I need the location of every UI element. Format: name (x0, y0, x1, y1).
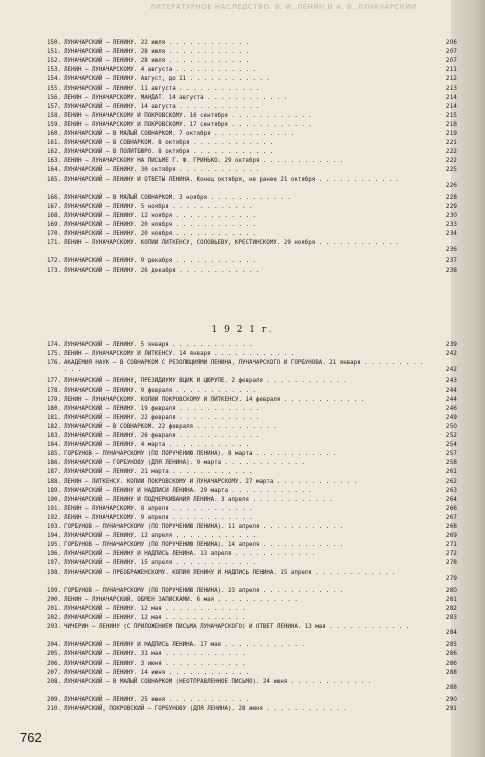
entry-number: 204. (47, 642, 61, 649)
entry-page: 243 (445, 378, 457, 385)
entry-title: ЛУНАЧАРСКИЙ — ЛЕНИНУ. 22 февраля . . . . . . . . . . . . (64, 414, 260, 421)
entry-page: 263 (445, 487, 457, 494)
entry-number: 182. (47, 423, 61, 430)
entry-title: ЛУНАЧАРСКИЙ — ЛЕНИНУ. 11 августа . . . . . . . . . . . . (64, 85, 260, 92)
entry-page: 290 (445, 696, 457, 703)
entry-title: ГОРБУНОВ — ЛУНАЧАРСКОМУ (ПО ПОРУЧЕНИЮ ЛЕНИНА). 23 апреля . . . . . . . . . . . . (64, 587, 344, 594)
entry-number: 197. (47, 560, 61, 567)
entry-number: 210. (47, 706, 61, 712)
entry-title: ЛЕНИН — ЛУНАЧАРСКОМУ. 4 августа . . . . . . . . . . . . (64, 67, 256, 74)
entry-title: ЛУНАЧАРСКИЙ — ЛЕНИНУ. 4 марта . . . . . . . . . . . . (64, 442, 249, 449)
entry-title: ЛУНАЧАРСКИЙ — ЛЕНИНУ. 30 октября . . . . . . . . . . . . (64, 167, 260, 174)
entry-title: ЛУНАЧАРСКИЙ — ЛЕНИНУ. 9 декабря . . . . . . . . . . . . (64, 258, 256, 265)
entry-number: 183. (47, 433, 61, 439)
entry-title: ЛУНАЧАРСКИЙ — ЛЕНИНУ И НАДПИСИ ЛЕНИНА. 29 марта . . . . . . . . . . . . (64, 487, 312, 494)
entry-number: 169. (47, 222, 61, 228)
entry-title: ЧИЧЕРИН — ЛЕНИНУ (С ПРИЛОЖЕНИЕМ ПИСЬМА ЛУНАЧАРСКОГО) И ОТВЕТ ЛЕНИНА. 13 мая . . . . . . . . . . . . (64, 624, 410, 631)
entry-number: 177. (47, 378, 61, 385)
entry-title: ЛУНАЧАРСКИЙ — ЛЕНИНУ. 19 февраля . . . . . . . . . . . . (64, 405, 260, 412)
entry-page: 286 (445, 651, 457, 658)
entry-title: ЛУНАЧАРСКИЙ — ЛЕНИНУ, ПРЕЗИДИУМУ ВЦИК И ЦЮРУПЕ. 2 февраля . . . . . . . . . . . . (64, 378, 347, 385)
entry-title: ЛУНАЧАРСКИЙ — ЛЕНИНУ. 26 декабря . . . . . . . . . . . . (64, 267, 260, 274)
entry-number: 203. (47, 624, 61, 631)
entry-page: 285 (445, 642, 457, 649)
entry-number: 168. (47, 212, 61, 219)
entry-page: 242 (445, 366, 457, 373)
entry-page: 262 (445, 478, 457, 485)
entry-number: 199. (47, 587, 61, 594)
entry-title: ЛУНАЧАРСКИЙ — В СОВНАРКОМ. 22 февраля . . . . . . . . . . . . (64, 423, 277, 430)
entry-title: ЛУНАЧАРСКИЙ — ЛЕНИНУ И НАДПИСЬ ЛЕНИНА. 13 апреля . . . . . . . . . . . . (64, 551, 316, 558)
entry-title: ЛЕНИН — ЛУНАЧАРСКОМУ. КОПИИ ПОКРОВСКОМУ И ЛИТКЕНСУ. 14 февраля . . . . . . . . . . . . (64, 396, 365, 403)
entry-page: 280 (445, 587, 457, 594)
entry-page: 282 (445, 605, 457, 612)
entry-page: 249 (445, 414, 457, 421)
entry-title: ЛУНАЧАРСКИЙ — ЛЕНИНУ. 12 ноября . . . . . . . . . . . . (64, 212, 256, 219)
entry-page: 281 (445, 596, 457, 603)
entry-page: 278 (445, 560, 457, 567)
entry-number: 194. (47, 533, 61, 540)
entry-title: ЛЕНИН — ЛУНАЧАРСКОМУ. МАНДАТ. 14 августа . . . . . . . . . . . . (64, 94, 288, 101)
entry-number: 174. (47, 342, 61, 348)
page-number: 762 (20, 730, 42, 745)
entry-number: 185. (47, 451, 61, 458)
entry-page: 264 (445, 496, 457, 503)
entry-number: 170. (47, 231, 61, 238)
entry-number: 193. (47, 524, 61, 530)
entry-page: 242 (445, 351, 457, 358)
entry-page: 291 (445, 706, 457, 712)
entry-title: ГОРБУНОВ — ЛУНАЧАРСКОМУ (ПО ПОРУЧЕНИЮ ЛЕНИНА). 14 апреля . . . . . . . . . . . . (64, 542, 344, 549)
entry-number: 189. (47, 487, 61, 494)
entry-page: 266 (445, 505, 457, 512)
entry-page: 267 (445, 514, 457, 521)
entry-title: ЛУНАЧАРСКИЙ — ЛЕНИНУ И ПОДЧЕРКИВАНИЯ ЛЕНИНА. 3 апреля . . . . . . . . . . . . (64, 496, 333, 503)
entry-number: 173. (47, 267, 61, 274)
entry-number: 155. (47, 85, 61, 92)
entry-number: 156. (47, 94, 61, 101)
entry-page: 233 (445, 222, 457, 228)
entry-title: АКАДЕМИЯ НАУК — В СОВНАРКОМ С РЕЗОЛЮЦИЯМИ ЛЕНИНА, ЛУНАЧАРСКОГО И ГОРБУНОВА. 21 января . . . . . . . . . . . . (64, 360, 424, 373)
entry-title: ЛУНАЧАРСКИЙ — ЛЕНИНУ. 31 мая . . . . . . . . . . . . (64, 651, 246, 658)
entry-title: ЛУНАЧАРСКИЙ — ЛЕНИНУ. 5 ноября . . . . . . . . . . . . (64, 203, 253, 210)
entry-title: ЛЕНИН — ЛУНАЧАРСКОМУ. КОПИИ ЛИТКЕНСУ, СОЛОВЬЕВУ, КРЕСТИНСКОМУ. 29 ноября . . . . . . . . . . . . (64, 240, 400, 247)
entry-number: 159. (47, 121, 61, 128)
entry-page: 234 (445, 231, 457, 238)
entry-title: ЛУНАЧАРСКИЙ — ЛЕНИНУ. 21 марта . . . . . . . . . . . . (64, 469, 253, 476)
entry-page: 279 (445, 575, 457, 582)
entry-page: 254 (445, 442, 457, 449)
entry-page: 212 (445, 76, 457, 83)
entry-title: ЛУНАЧАРСКИЙ — ЛЕНИНУ И ОТВЕТЫ ЛЕНИНА. Конец октября, не ранее 21 октября . . . . . . . . . . . . (64, 176, 400, 183)
entry-title: ЛУНАЧАРСКИЙ — ЛЕНИНУ. 26 февраля . . . . . . . . . . . . (64, 433, 260, 439)
entry-number: 188. (47, 478, 61, 485)
entry-number: 167. (47, 203, 61, 210)
entry-title: ЛУНАЧАРСКИЙ — ЛЕНИНУ. 15 апреля . . . . . . . . . . . . (64, 560, 256, 567)
entry-page: 271 (445, 542, 457, 549)
entry-page: 207 (445, 58, 457, 65)
entry-number: 172. (47, 258, 61, 265)
entry-title: ЛУНАЧАРСКИЙ — ПРЕОБРАЖЕНСКОМУ. КОПИЯ ЛЕНИНУ И НАДПИСЬ ЛЕНИНА. 15 апреля . . . . . . . . . . . . (64, 569, 396, 576)
entry-page: 283 (445, 615, 457, 621)
entry-page: 272 (445, 551, 457, 558)
entry-page: 257 (445, 451, 457, 458)
entry-title: ЛУНАЧАРСКИЙ — ЛЕНИНУ. 20 ноября . . . . . . . . . . . . (64, 231, 256, 238)
entry-page: 268 (445, 524, 457, 530)
entry-number: 200. (47, 596, 61, 603)
entry-number: 175. (47, 351, 61, 358)
entry-page: 236 (445, 246, 457, 253)
entry-page: 214 (445, 103, 457, 110)
entry-number: 161. (47, 140, 61, 147)
entry-page: 219 (445, 131, 457, 137)
entry-page: 288 (445, 685, 457, 692)
entry-title: ЛЕНИН — ЛУНАЧАРСКОМУ НА ПИСЬМЕ Г. Ф. ГРИНЬКО. 29 октября . . . . . . . . . . . . (64, 158, 344, 165)
entry-number: 165. (47, 176, 61, 183)
entry-page: 215 (445, 112, 457, 119)
entry-title: ЛУНАЧАРСКИЙ — ЛЕНИНУ И НАДПИСЬ ЛЕНИНА. 17 мая . . . . . . . . . . . . (64, 642, 305, 649)
entry-page: 237 (445, 258, 457, 265)
entry-number: 178. (47, 387, 61, 394)
entry-title: ЛУНАЧАРСКИЙ — ЛЕНИНУ. 3 июня . . . . . . . . . . . . (64, 660, 246, 667)
entry-number: 150. (47, 40, 61, 46)
entry-number: 187. (47, 469, 61, 476)
entry-number: 202. (47, 615, 61, 621)
entry-number: 192. (47, 514, 61, 521)
year-heading: 1 9 2 1 г. (211, 325, 274, 335)
entry-title: ЛУНАЧАРСКИЙ — ЛЕНИНУ. 20 ноября . . . . . . . . . . . . (64, 222, 256, 228)
entry-title: ЛУНАЧАРСКИЙ — В МАЛЫЙ СОВНАРКОМ (НЕОТПРАВЛЕННОЕ ПИСЬМО). 24 июня . . . . . . . . . . . . (64, 678, 372, 685)
entry-number: 205. (47, 651, 61, 658)
entry-page: 286 (445, 660, 457, 667)
entry-number: 191. (47, 505, 61, 512)
entry-number: 158. (47, 112, 61, 119)
entry-page: 228 (445, 194, 457, 201)
entry-page: 239 (445, 342, 457, 348)
entry-page: 288 (445, 669, 457, 676)
entry-page: 250 (445, 423, 457, 430)
entry-number: 176. (47, 360, 61, 367)
entry-title: ЛУНАЧАРСКИЙ — ЛЕНИНУ. 25 июня . . . . . . . . . . . . (64, 696, 249, 703)
entry-number: 160. (47, 131, 61, 137)
entry-title: ЛЕНИН — ЛУНАЧАРСКОМУ И ЛИТКЕНСУ. 14 января . . . . . . . . . . . . (64, 351, 295, 358)
entry-page: 225 (445, 167, 457, 174)
entry-page: 213 (445, 85, 457, 92)
entry-title: ЛУНАЧАРСКИЙ — В СОВНАРКОМ. 8 октября . . . . . . . . . . . . (64, 140, 274, 147)
entry-number: 186. (47, 460, 61, 467)
entry-title: ЛУНАЧАРСКИЙ — ЛЕНИНУ. 14 августа . . . . . . . . . . . . (64, 103, 260, 110)
entry-number: 206. (47, 660, 61, 667)
entry-title: ЛУНАЧАРСКИЙ — ГОРБУНОВУ (ДЛЯ ЛЕНИНА). 9 марта . . . . . . . . . . . . (64, 460, 305, 467)
entry-title: ЛУНАЧАРСКИЙ — ЛЕНИНУ. 28 июля . . . . . . . . . . . . (64, 49, 249, 56)
entry-title: ГОРБУНОВ — ЛУНАЧАРСКОМУ (ПО ПОРУЧЕНИЮ ЛЕНИНА). 11 апреля . . . . . . . . . . . . (64, 524, 344, 530)
entry-number: 190. (47, 496, 61, 503)
entry-number: 207. (47, 669, 61, 676)
entry-title: ЛУНАЧАРСКИЙ — В ПОЛИТБЮРО. 8 октября . . . . . . . . . . . . (64, 149, 274, 156)
entry-title: ЛЕНИН — ЛУНАЧАРСКИЙ. ОБМЕН ЗАПИСКАМИ. 6 мая . . . . . . . . . . . . (64, 596, 298, 603)
entry-page: 258 (445, 460, 457, 467)
entry-page: 284 (445, 630, 457, 637)
entry-number: 164. (47, 167, 61, 174)
entry-number: 184. (47, 442, 61, 449)
entry-title: ЛУНАЧАРСКИЙ — ЛЕНИНУ. 12 апреля . . . . . . . . . . . . (64, 533, 256, 540)
entry-page: 246 (445, 405, 457, 412)
entry-page: 238 (445, 267, 457, 274)
entry-number: 195. (47, 542, 61, 549)
entry-number: 153. (47, 67, 61, 74)
entry-title: ЛЕНИН — ЛИТКЕНСУ. КОПИИ ПОКРОВСКОМУ И ЛУНАЧАРСКОМУ. 27 марта . . . . . . . . . . . . (64, 478, 358, 485)
entry-page: 261 (445, 469, 457, 476)
entry-page: 252 (445, 433, 457, 439)
entry-number: 179. (47, 396, 61, 403)
entry-title: ЛЕНИН — ЛУНАЧАРСКОМУ И ПОКРОВСКОМУ. 17 сентября . . . . . . . . . . . . (64, 121, 312, 128)
entry-title: ЛУНАЧАРСКИЙ, ПОКРОВСКИЙ — ГОРБУНОВУ (ДЛЯ ЛЕНИНА). 28 июня . . . . . . . . . . . . (64, 706, 347, 712)
entry-title: ЛУНАЧАРСКИЙ — ЛЕНИНУ. 14 июня . . . . . . . . . . . . (64, 669, 249, 676)
entry-number: 196. (47, 551, 61, 558)
entry-page: 222 (445, 158, 457, 165)
entry-page: 229 (445, 203, 457, 210)
entry-title: ЛУНАЧАРСКИЙ — ЛЕНИНУ. 12 мая . . . . . . . . . . . . (64, 615, 246, 621)
entry-number: 151. (47, 49, 61, 56)
entry-page: 218 (445, 121, 457, 128)
entry-page: 221 (445, 140, 457, 147)
entry-number: 157. (47, 103, 61, 110)
entry-page: 211 (445, 67, 457, 74)
entry-title: ЛУНАЧАРСКИЙ — ЛЕНИНУ. 9 февраля . . . . . . . . . . . . (64, 387, 256, 394)
entry-number: 152. (47, 58, 61, 65)
entry-title: ЛУНАЧАРСКИЙ — В МАЛЫЙ СОВНАРКОМ. 3 ноября . . . . . . . . . . . . (64, 194, 291, 201)
entry-number: 163. (47, 158, 61, 165)
entry-number: 209. (47, 696, 61, 703)
entry-number: 180. (47, 405, 61, 412)
entry-title: ГОРБУНОВ — ЛУНАЧАРСКОМУ (ПО ПОРУЧЕНИЮ ЛЕНИНА). 8 марта . . . . . . . . . . . . (64, 451, 337, 458)
entry-page: 269 (445, 533, 457, 540)
entry-title: ЛУНАЧАРСКИЙ — В МАЛЫЙ СОВНАРКОМ. 7 октября . . . . . . . . . . . . (64, 131, 295, 137)
entry-page: 244 (445, 396, 457, 403)
entry-page: 207 (445, 49, 457, 56)
entry-title: ЛЕНИН — ЛУНАЧАРСКОМУ. 9 апреля . . . . . . . . . . . . (64, 514, 253, 521)
entry-number: 171. (47, 240, 61, 247)
entry-number: 181. (47, 414, 61, 421)
entry-page: 214 (445, 94, 457, 101)
entry-page: 222 (445, 149, 457, 156)
entry-number: 162. (47, 149, 61, 156)
entry-title: ЛУНАЧАРСКИЙ — ЛЕНИНУ. 22 июля . . . . . . . . . . . . (64, 40, 249, 46)
entry-number: 198. (47, 569, 61, 576)
entry-title: ЛУНАЧАРСКИЙ — ЛЕНИНУ. 28 июля . . . . . . . . . . . . (64, 58, 249, 65)
entry-number: 201. (47, 605, 61, 612)
entry-page: 230 (445, 212, 457, 219)
entry-title: ЛЕНИН — ЛУНАЧАРСКОМУ И ПОКРОВСКОМУ. 16 сентября . . . . . . . . . . . . (64, 112, 312, 119)
entry-title: ЛЕНИН — ЛУНАЧАРСКОМУ. 8 апреля . . . . . . . . . . . . (64, 505, 253, 512)
entry-number: 208. (47, 678, 61, 685)
entry-title: ЛУНАЧАРСКИЙ — ЛЕНИНУ. 5 января . . . . . . . . . . . . (64, 342, 253, 348)
entry-title: ЛУНАЧАРСКИЙ — ЛЕНИНУ. 12 мая . . . . . . . . . . . . (64, 605, 246, 612)
entry-page: 206 (445, 40, 457, 46)
entry-number: 154. (47, 76, 61, 83)
running-header: ЛИТЕРАТУРНОЕ НАСЛЕДСТВО. В. И. ЛЕНИН И А. В. ЛУНАЧАРСКИЙ (150, 3, 417, 11)
entry-page: 226 (445, 182, 457, 189)
entry-title: ЛУНАЧАРСКИЙ — ЛЕНИНУ. Август, до 11 . . . . . . . . . . . . (64, 76, 270, 83)
entry-page: 244 (445, 387, 457, 394)
entry-number: 166. (47, 194, 61, 201)
